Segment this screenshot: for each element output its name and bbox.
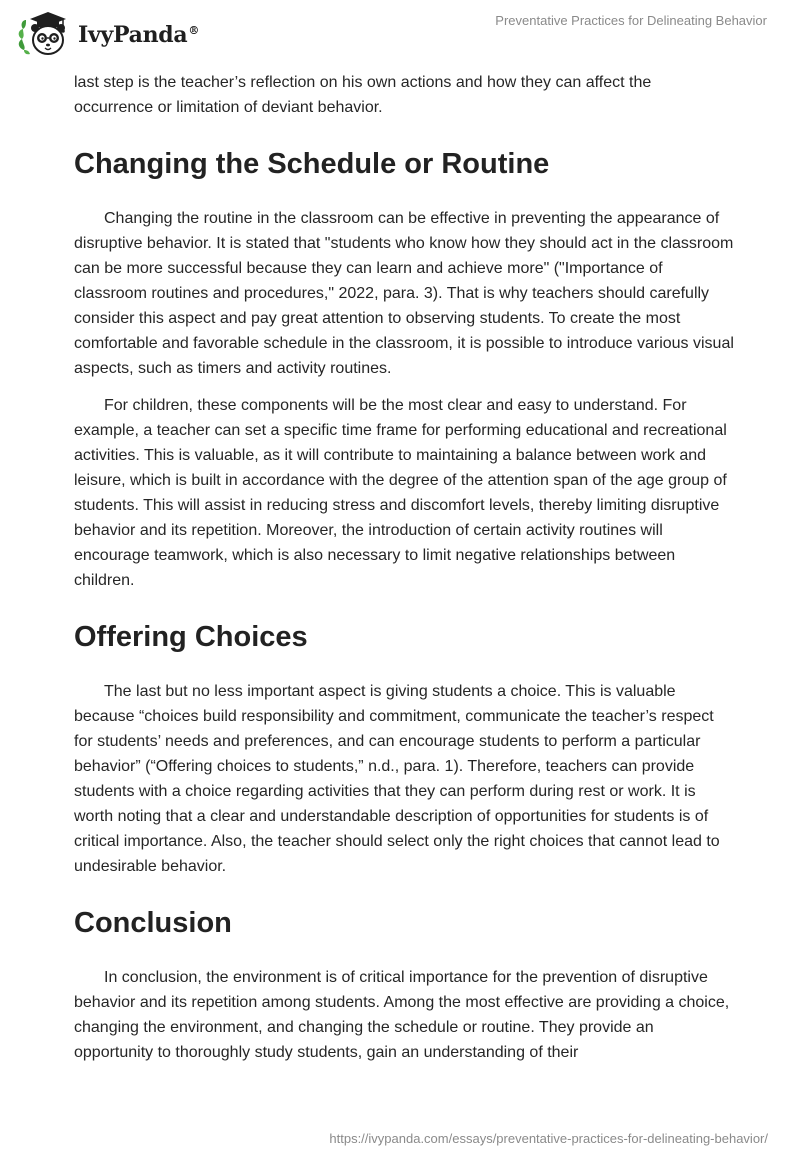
schedule-paragraph-1: Changing the routine in the classroom can be effective in preventing the appearance of disruptive behavior. It is stated that "students who know how they should act in the classroom can be more successful because they can learn and achieve more" ("Importance of classroom routines and procedures," 2022, para. 3). That is why teachers should carefully consider this aspect and pay great attention to observing students. To create the most comfortable and favorable schedule in the classroom, it is possible to introduce various visual aspects, such as timers and activity routines. <box>74 210 734 377</box>
registered-mark: ® <box>188 23 200 37</box>
article-body <box>74 70 734 1065</box>
section-heading-choices: Offering Choices <box>74 621 308 653</box>
document-title: Preventative Practices for Delineating Behavior <box>495 13 767 28</box>
schedule-paragraph-2: For children, these components will be the most clear and easy to understand. For example, a teacher can set a specific time frame for performing educational and recreational activities. This is valuable, as it will contribute to maintaining a balance between work and leisure, which is built in accordance with the degree of the attention span of the age group of students. This will assist in reducing stress and discomfort levels, thereby limiting disruptive behavior and its repetition. Moreover, the introduction of certain activity routines will encourage teamwork, which is also necessary to limit negative relationships between children. <box>74 397 727 589</box>
logo-wordmark <box>78 22 199 48</box>
logo-wordmark-text: IvyPanda <box>78 22 188 48</box>
footer-source-link[interactable]: https://ivypanda.com/essays/preventative-practices-for-delineating-behavior/ <box>329 1131 768 1146</box>
panda-logo-icon <box>14 8 70 58</box>
intro-paragraph: last step is the teacher’s reflection on his own actions and how they can affect the occurrence or limitation of deviant behavior. <box>74 74 652 116</box>
ivypanda-logo[interactable] <box>14 8 199 58</box>
choices-paragraph-1: The last but no less important aspect is giving students a choice. This is valuable because “choices build responsibility and commitment, communicate the teacher’s respect for students’ needs and preferences, and can encourage students to perform a particular behavior” (“Offering choices to students,” n.d., para. 1). Therefore, teachers can provide students with a choice regarding activities that they can perform during rest or work. It is worth noting that a clear and understandable description of opportunities for students is of critical importance. Also, the teacher should select only the right choices that cannot lead to undesirable behavior. <box>74 683 720 875</box>
conclusion-paragraph-1: In conclusion, the environment is of critical importance for the prevention of disruptive behavior and its repetition among students. Among the most effective are providing a choice, changing the environment, and changing the schedule or routine. They provide an opportunity to thoroughly study students, gain an understanding of their <box>74 969 730 1061</box>
section-heading-conclusion: Conclusion <box>74 907 232 939</box>
section-heading-schedule: Changing the Schedule or Routine <box>74 148 550 180</box>
page-header <box>0 0 800 64</box>
